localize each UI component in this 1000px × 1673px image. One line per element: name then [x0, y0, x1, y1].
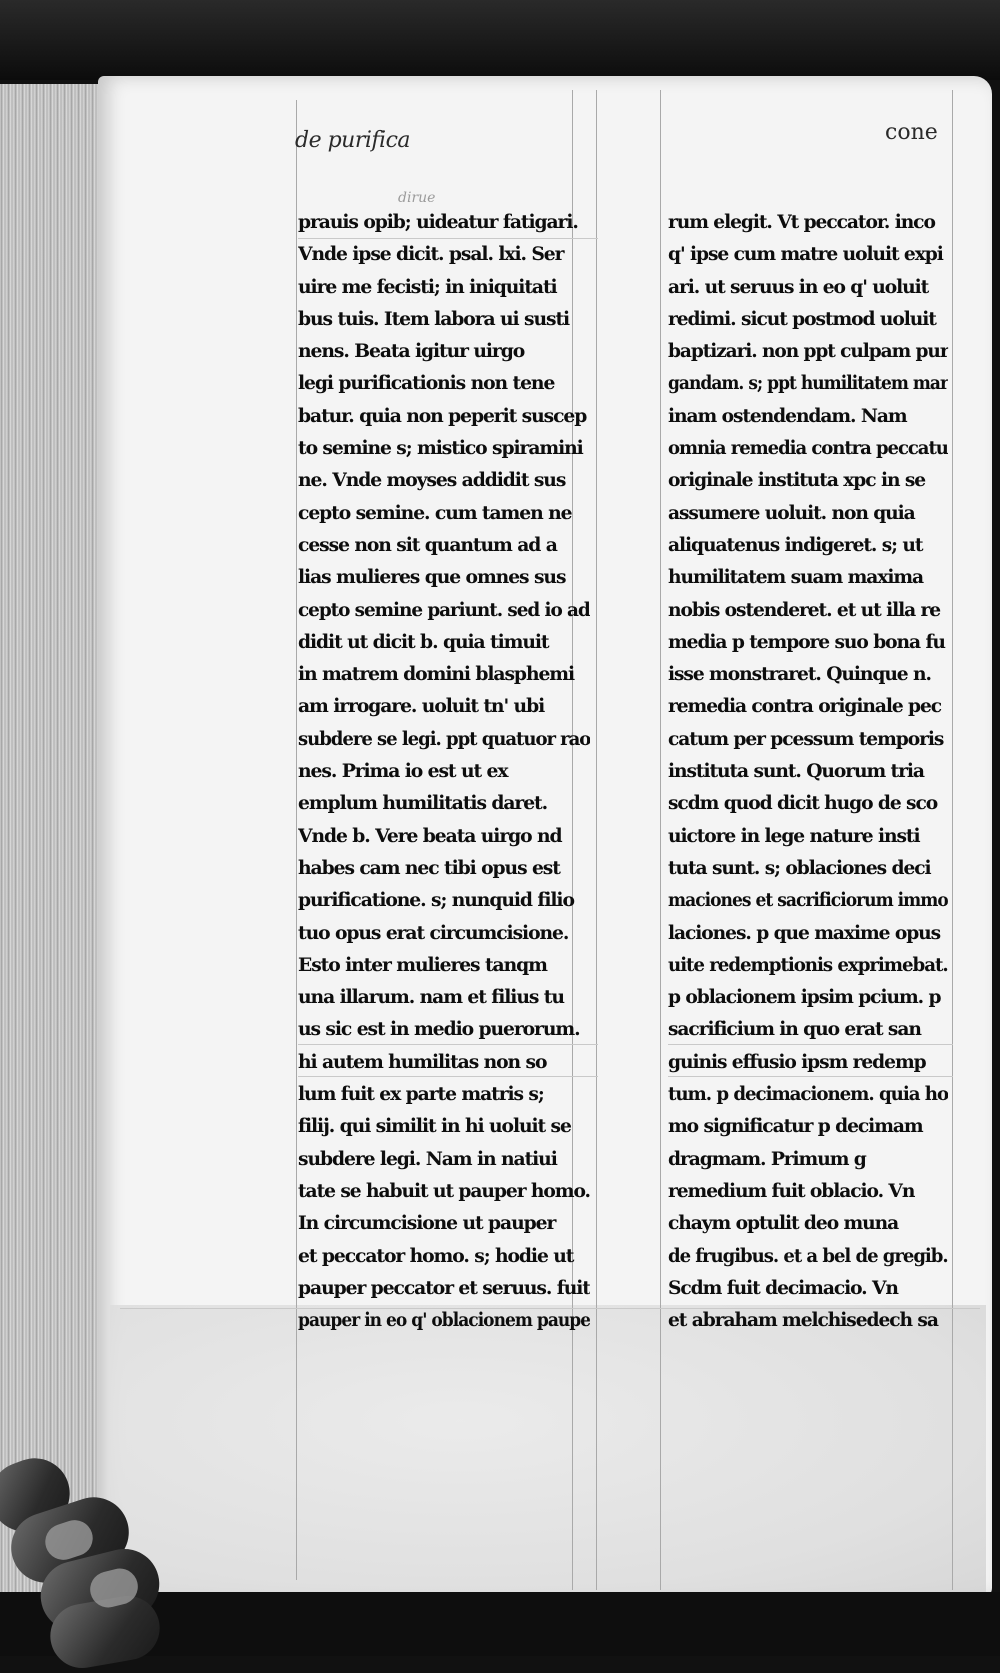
manuscript-line: batur. quia non peperit suscep [298, 404, 587, 427]
manuscript-line: una illarum. nam et filius tu [298, 986, 564, 1009]
manuscript-line: scdm quod dicit hugo de sco [668, 792, 938, 815]
manuscript-line: bus tuis. Item labora ui susti [298, 307, 570, 330]
lower-margin-stain [110, 1305, 986, 1595]
manuscript-line: guinis effusio ipsm redemp [668, 1050, 926, 1073]
manuscript-line: inam ostendendam. Nam [668, 404, 907, 427]
manuscript-line: catum per pcessum temporis [668, 727, 944, 750]
manuscript-line: laciones. p que maxime opus [668, 921, 941, 944]
ruling-line [596, 90, 597, 1590]
manuscript-line: emplum humilitatis daret. [298, 792, 548, 815]
manuscript-line: subdere legi. Nam in natiui [298, 1147, 557, 1170]
manuscript-line: mo significatur p decimam [668, 1115, 923, 1138]
manuscript-line: remedium fuit oblacio. Vn [668, 1179, 915, 1202]
manuscript-line: hi autem humilitas non so [298, 1050, 547, 1073]
manuscript-line: redimi. sicut postmod uoluit [668, 307, 936, 330]
manuscript-line: filij. qui similit in hi uoluit se [298, 1115, 571, 1138]
manuscript-line: isse monstraret. Quinque n. [668, 663, 931, 686]
manuscript-line: tate se habuit ut pauper homo. [298, 1179, 590, 1202]
manuscript-line: baptizari. non ppt culpam pur [668, 340, 949, 363]
manuscript-line: tuta sunt. s; oblaciones deci [668, 856, 931, 879]
manuscript-line: Vnde b. Vere beata uirgo nd [298, 824, 562, 847]
manuscript-line: assumere uoluit. non quia [668, 501, 915, 524]
manuscript-line: to semine s; mistico spiramini [298, 437, 583, 460]
manuscript-line: pauper in eo q' oblacionem paupe [298, 1309, 590, 1332]
manuscript-line: q' ipse cum matre uoluit expi [668, 243, 943, 266]
running-head-right: cone [885, 120, 938, 145]
manuscript-line: purificatione. s; nunquid filio [298, 889, 574, 912]
manuscript-line: uite redemptionis exprimebat. [668, 953, 948, 976]
manuscript-line: gandam. s; ppt humilitatem mar [668, 372, 948, 395]
manuscript-line: humilitatem suam maxima [668, 566, 924, 589]
manuscript-line: maciones et sacrificiorum immo [668, 889, 948, 912]
manuscript-line: dragmam. Primum g [668, 1147, 866, 1170]
manuscript-line: chaym optulit deo muna [668, 1212, 899, 1235]
manuscript-line: lias mulieres que omnes sus [298, 566, 566, 589]
manuscript-line: cepto semine pariunt. sed io ad [298, 598, 590, 621]
manuscript-line: ne. Vnde moyses addidit sus [298, 469, 566, 492]
manuscript-line: p oblacionem ipsim pcium. p [668, 986, 941, 1009]
manuscript-line: nobis ostenderet. et ut illa re [668, 598, 941, 621]
running-head-left: de purifica [295, 128, 411, 153]
manuscript-line: rum elegit. Vt peccator. inco [668, 211, 935, 233]
ruling-line [660, 90, 661, 1590]
scan-background-top [0, 0, 1000, 80]
manuscript-line: nens. Beata igitur uirgo [298, 340, 525, 363]
text-column-right [668, 206, 953, 1336]
manuscript-line: ari. ut seruus in eo q' uoluit [668, 275, 929, 298]
manuscript-line: Vnde ipse dicit. psal. lxi. Ser [298, 243, 564, 266]
manuscript-line: In circumcisione ut pauper [298, 1212, 556, 1235]
manuscript-line: cepto semine. cum tamen ne [298, 501, 572, 524]
manuscript-line: habes cam nec tibi opus est [298, 856, 560, 879]
manuscript-line: us sic est in medio puerorum. [298, 1018, 580, 1041]
manuscript-line: cesse non sit quantum ad a [298, 533, 557, 556]
manuscript-line: uire me fecisti; in iniquitati [298, 275, 557, 298]
marginal-note: dirue [398, 190, 436, 206]
manuscript-line: tum. p decimacionem. quia ho [668, 1083, 949, 1106]
manuscript-line: legi purificationis non tene [298, 372, 555, 395]
manuscript-line: uictore in lege nature insti [668, 824, 920, 847]
manuscript-line: Scdm fuit decimacio. Vn [668, 1276, 898, 1299]
manuscript-line: lum fuit ex parte matris s; [298, 1083, 544, 1106]
manuscript-line: tuo opus erat circumcisione. [298, 921, 569, 944]
manuscript-line: Esto inter mulieres tanqm [298, 953, 547, 976]
manuscript-line: didit ut dicit b. quia timuit [298, 630, 549, 653]
manuscript-line: prauis opib; uideatur fatigari. [298, 211, 578, 233]
manuscript-line: remedia contra originale pec [668, 695, 942, 718]
manuscript-line: omnia remedia contra peccatu [668, 437, 948, 460]
manuscript-line: sacrificium in quo erat san [668, 1018, 921, 1041]
manuscript-line: nes. Prima io est ut ex [298, 760, 508, 783]
manuscript-line: de frugibus. et a bel de gregib. [668, 1244, 948, 1267]
ruling-line [296, 100, 297, 1580]
manuscript-line: et peccator homo. s; hodie ut [298, 1244, 574, 1267]
manuscript-line: in matrem domini blasphemi [298, 663, 575, 686]
manuscript-line: et abraham melchisedech sa [668, 1309, 938, 1332]
manuscript-line: subdere se legi. ppt quatuor rao [298, 727, 590, 750]
manuscript-line: media p tempore suo bona fu [668, 630, 945, 653]
manuscript-line: instituta sunt. Quorum tria [668, 760, 924, 783]
manuscript-line: am irrogare. uoluit tn' ubi [298, 695, 545, 718]
text-column-left [298, 206, 594, 1336]
hand-holding-book [0, 1450, 160, 1660]
manuscript-line: pauper peccator et seruus. fuit [298, 1276, 590, 1299]
manuscript-line: originale instituta xpc in se [668, 469, 926, 492]
manuscript-line: aliquatenus indigeret. s; ut [668, 533, 923, 556]
